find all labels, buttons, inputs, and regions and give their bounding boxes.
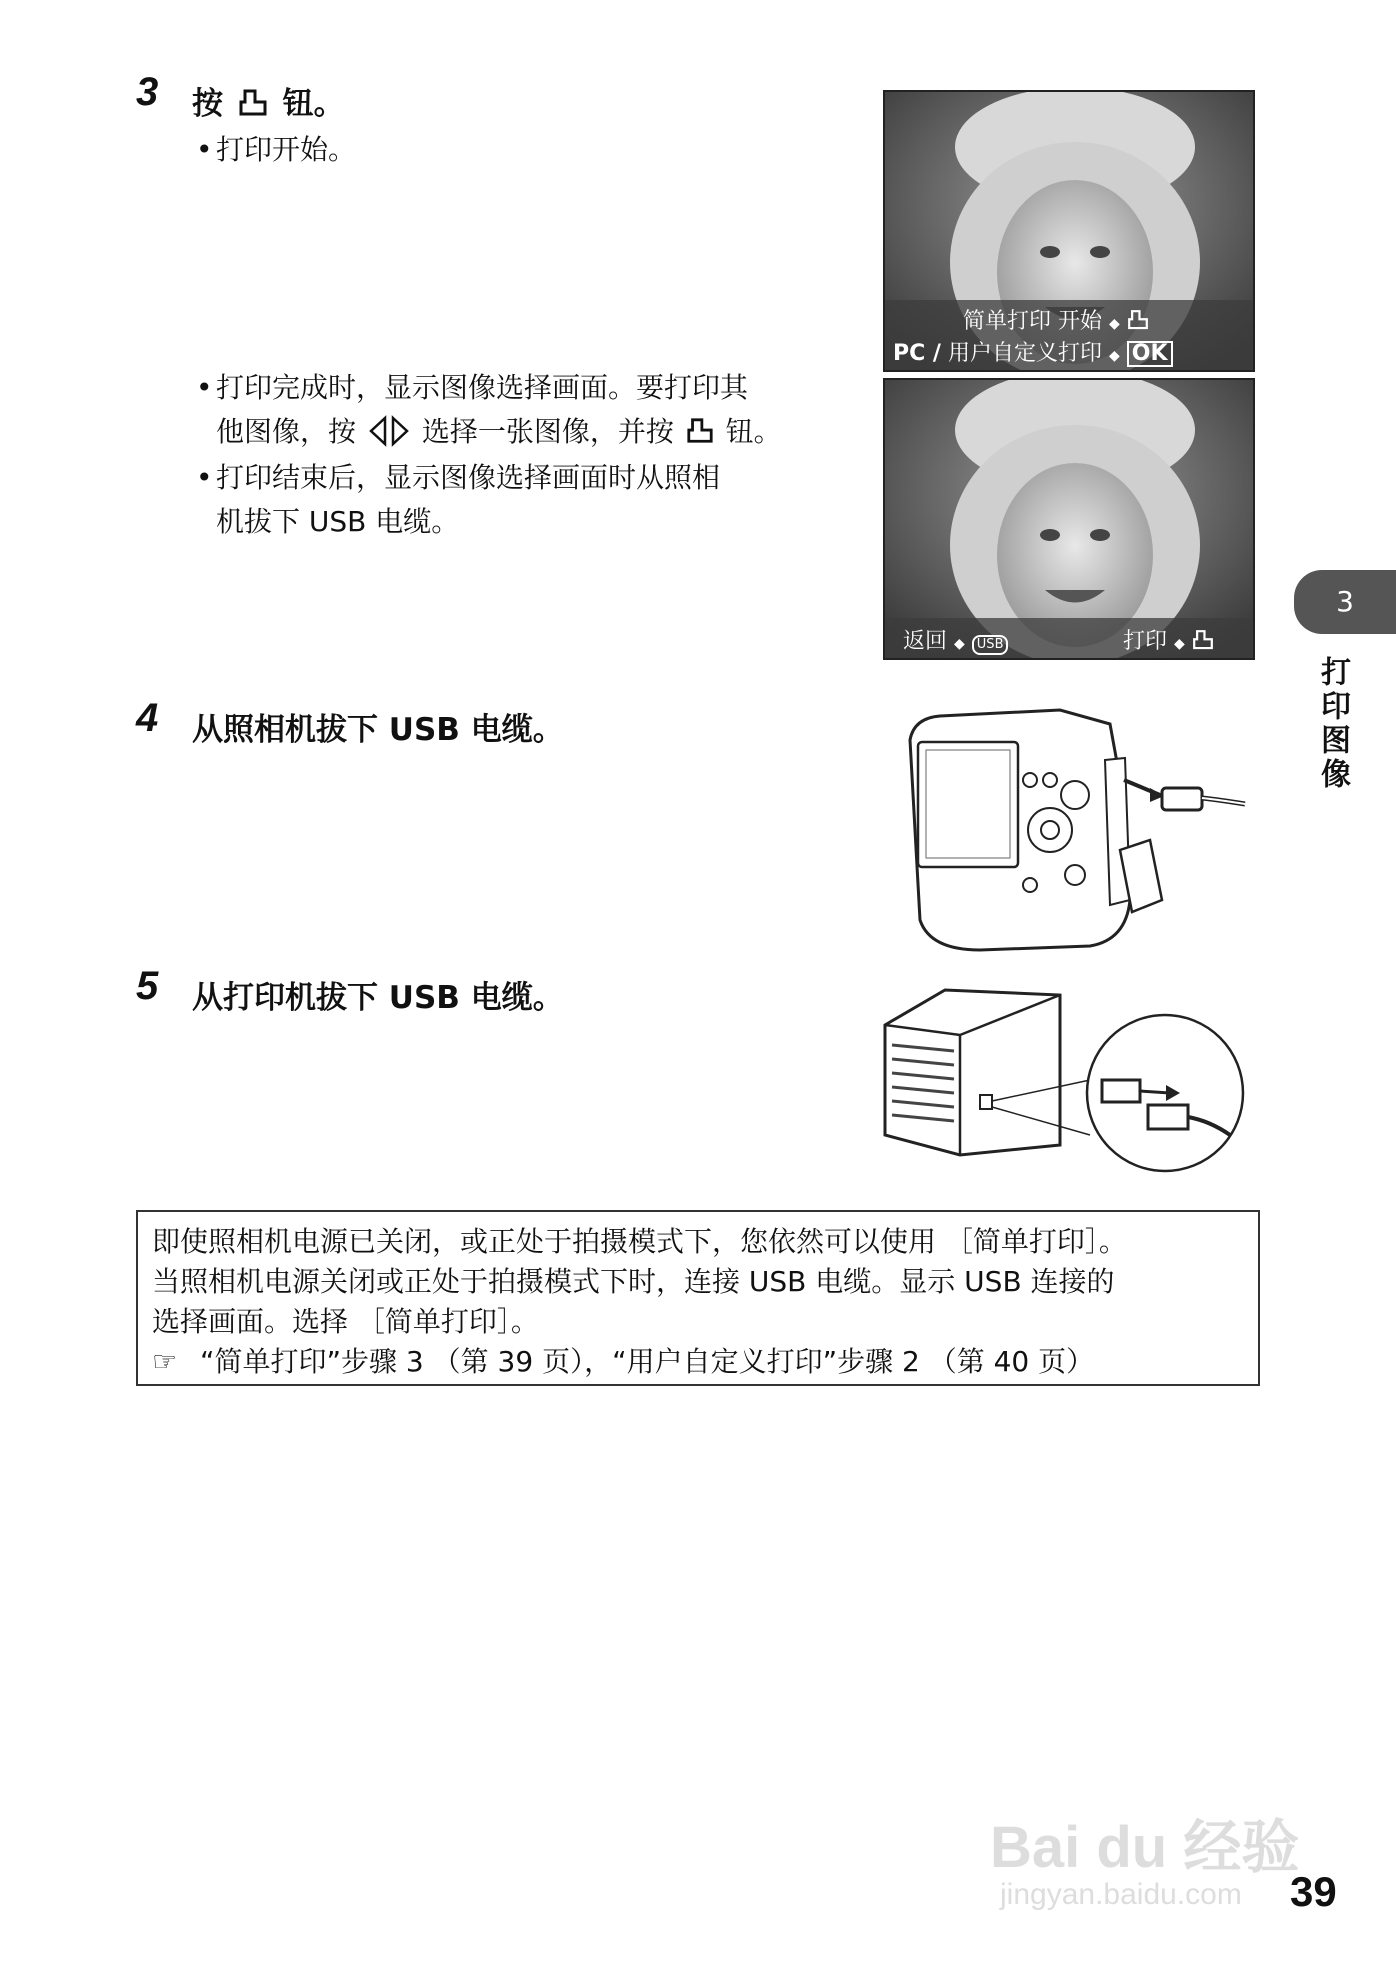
simple-print-start-line: 简单打印 开始 ◆ <box>963 304 1149 335</box>
print-icon <box>1127 309 1149 331</box>
print-icon <box>686 417 714 445</box>
arrow-right-icon: ◆ <box>1174 636 1185 652</box>
print-menu-overlay <box>885 300 1253 370</box>
usb-icon: USB <box>972 635 1009 655</box>
step-4-number: 4 <box>136 696 159 740</box>
child-photo <box>885 380 1253 658</box>
step-3-bullet-1: • 打印开始。 <box>196 133 357 166</box>
ok-button-icon: OK <box>1127 341 1173 367</box>
step-3-number: 3 <box>136 70 159 114</box>
baidu-watermark-logo: Bai du 经验 <box>990 1815 1300 1880</box>
step-4-title: 从照相机拔下 USB 电缆。 <box>192 712 564 748</box>
camera-usb-unplug-illustration <box>900 700 1250 960</box>
arrow-right-icon: ◆ <box>1108 348 1120 364</box>
step-5-title: 从打印机拔下 USB 电缆。 <box>192 980 564 1016</box>
arrow-right-icon: ◆ <box>954 636 965 652</box>
step-5-number: 5 <box>136 964 159 1008</box>
note-line-3: 选择画面。选择 ［简单打印］。 <box>152 1305 539 1338</box>
chapter-tab: 3 <box>1294 570 1396 634</box>
print-icon <box>238 88 268 118</box>
chapter-title: 打印图像 <box>1315 656 1350 792</box>
left-right-arrows-icon <box>367 415 411 447</box>
arrow-right-icon: ◆ <box>1109 316 1120 332</box>
back-usb-line: 返回 ◆ USB <box>903 624 1008 655</box>
note-box <box>136 1210 1260 1386</box>
step-3-bullet-3: • 打印结束后，显示图像选择画面时从照相 机拔下 USB 电缆。 <box>196 461 721 538</box>
print-icon <box>1192 629 1214 651</box>
print-line: 打印 ◆ <box>1123 624 1214 655</box>
page-number: 39 <box>1290 1868 1337 1915</box>
select-menu-overlay <box>885 618 1253 658</box>
step-3-title <box>192 78 345 123</box>
custom-print-line: PC / 用户自定义打印 ◆ OK <box>893 336 1173 367</box>
reference-hand-icon: ☞ <box>152 1345 178 1378</box>
camera-screen-image-select <box>883 378 1255 660</box>
printer-usb-unplug-illustration <box>880 985 1250 1175</box>
note-line-4: ☞ “简单打印”步骤 3 （第 39 页），“用户自定义打印”步骤 2 （第 40 页） <box>152 1345 1095 1378</box>
step-3-title-post: 钮。 <box>282 86 345 122</box>
note-line-1: 即使照相机电源已关闭，或正处于拍摄模式下，您依然可以使用 ［简单打印］。 <box>152 1225 1127 1258</box>
baidu-watermark-url: jingyan.baidu.com <box>1000 1878 1242 1911</box>
step-3-bullet-2: • 打印完成时，显示图像选择画面。要打印其 他图像，按 选择一张图像，并按 钮。 <box>196 371 782 448</box>
note-line-2: 当照相机电源关闭或正处于拍摄模式下时，连接 USB 电缆。显示 USB 连接的 <box>152 1265 1115 1298</box>
step-3-title-pre: 按 <box>192 86 223 122</box>
camera-screen-print-start <box>883 90 1255 372</box>
